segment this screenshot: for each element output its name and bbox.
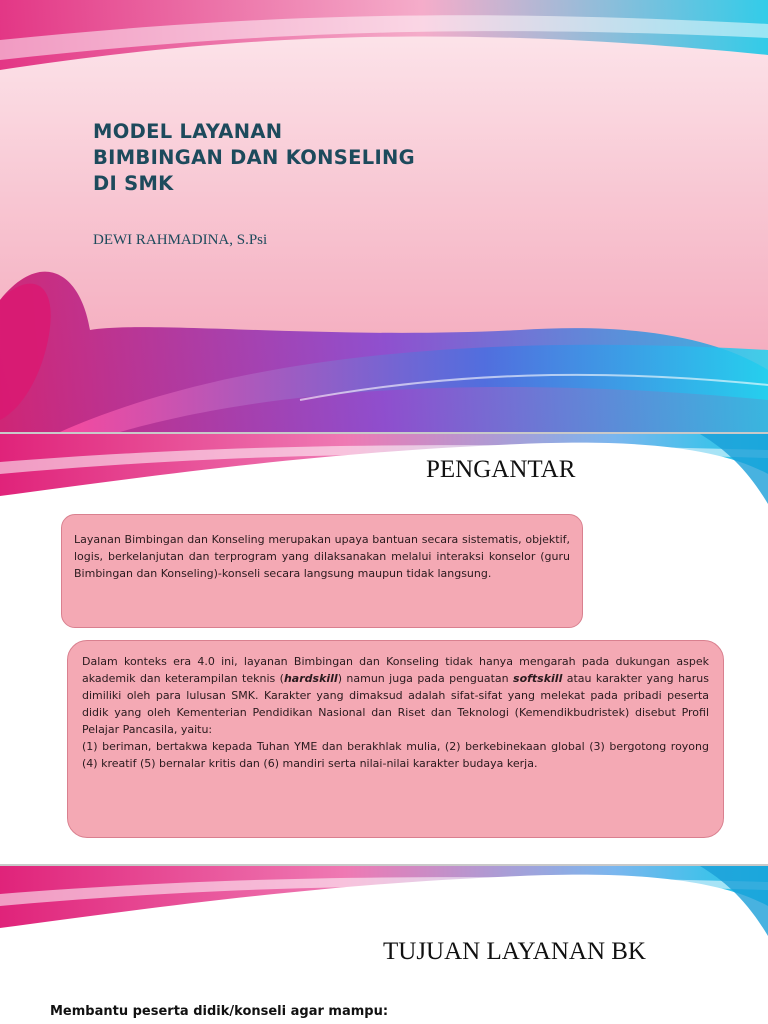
tujuan-intro-text: Membantu peserta didik/konseli agar mampu: [50,1004,389,1019]
wave-decoration-slide3 [0,866,768,946]
presentation-title [93,119,415,197]
hardskill-term: hardskill [283,672,338,685]
title-line-3: DI SMK [93,172,174,195]
title-line-2: BIMBINGAN DAN KONSELING [93,146,415,169]
slide-tujuan [0,866,768,1024]
definition-text: Layanan Bimbingan dan Konseling merupakan upaya bantuan secara sistematis, objektif, logis, berkelanjutan dan terprogram yang dilaksanakan melalui interaksi konselor (guru Bimbingan dan Konseling)-konseli secara langsung maupun tidak langsung. [74,533,570,580]
softskill-term: softskill [513,672,563,685]
wave-decoration-slide2 [0,434,768,514]
context-text-part-2: ) namun juga pada penguatan [337,672,514,685]
context-text-part-1: Dalam konteks era 4.0 ini, layanan Bimbingan dan Konseling tidak hanya mengarah pada dukungan aspek akademik dan keterampilan teknis ( [82,655,709,685]
slide-title [0,0,768,432]
title-line-1: MODEL LAYANAN [93,120,283,143]
author-name: DEWI RAHMADINA, S.Psi [93,232,268,248]
section-heading-tujuan: TUJUAN LAYANAN BK [383,938,646,965]
section-heading-pengantar: PENGANTAR [426,456,576,483]
context-paragraph [82,653,709,738]
slide-pengantar [0,434,768,864]
context-box [67,640,724,838]
context-text-part-3: atau karakter yang harus dimiliki oleh para lulusan SMK. Karakter yang dimaksud adalah sifat-sifat yang melekat pada pribadi peserta didik yang oleh Kementerian Pendidikan Nasional dan Riset dan Teknologi (Kemendikbudristek) disebut Profil Pelajar Pancasila, yaitu: [82,672,710,736]
definition-box [61,514,583,628]
profil-pelajar-list: (1) beriman, bertakwa kepada Tuhan YME dan berakhlak mulia, (2) berkebinekaan global (3) bergotong royong (4) kreatif (5) bernalar kritis dan (6) mandiri serta nilai-nilai karakter budaya kerja. [82,740,709,770]
wave-decoration-top [0,0,768,432]
